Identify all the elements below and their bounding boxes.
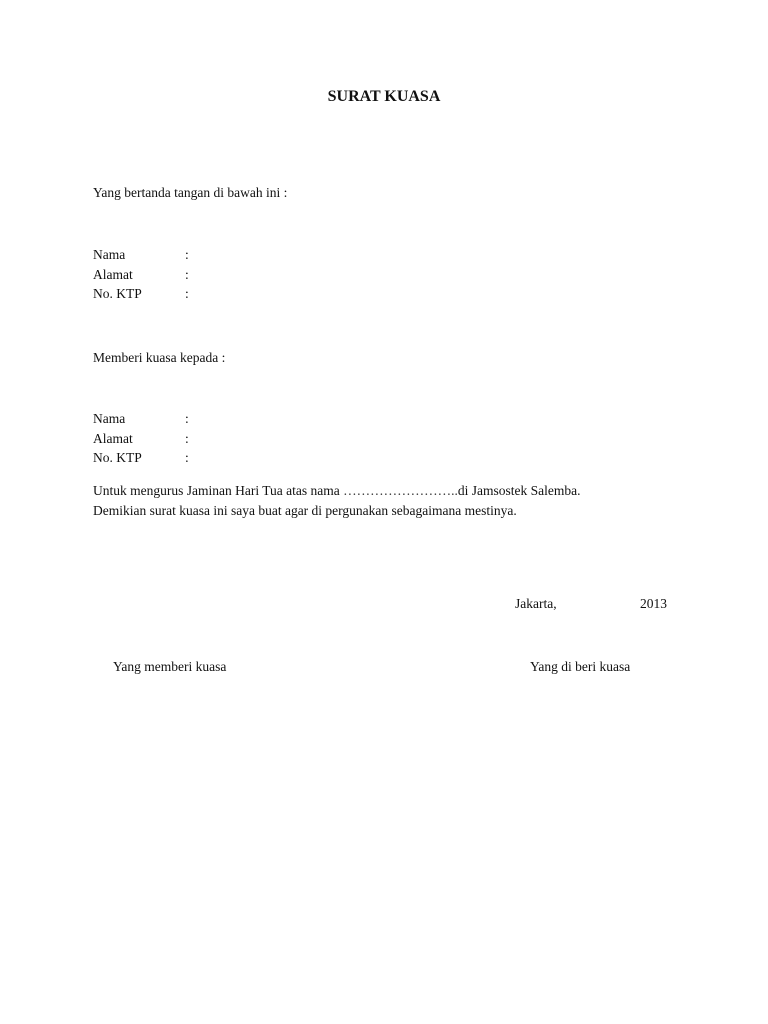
field-colon: : (185, 411, 189, 426)
purpose-text-end: di Jamsostek Salemba. (457, 483, 581, 498)
blank-name-dots: …………………….. (343, 483, 458, 498)
signer-left-label: Yang memberi kuasa (113, 659, 227, 674)
intro-text: Yang bertanda tangan di bawah ini : (93, 185, 288, 200)
field-colon: : (185, 247, 189, 262)
field-colon: : (185, 430, 189, 446)
signer-right-label: Yang di beri kuasa (530, 659, 631, 674)
field-colon: : (185, 266, 189, 282)
field-colon: : (185, 450, 189, 465)
field-label: Alamat (93, 430, 133, 446)
field-label: Nama (93, 247, 126, 262)
grant-statement: Memberi kuasa kepada : (93, 350, 226, 365)
closing-line: Demikian surat kuasa ini saya buat agar di pergunakan sebagaimana mestinya. (93, 503, 517, 518)
year-text: 2013 (640, 596, 667, 611)
place-text: Jakarta, (515, 596, 557, 611)
field-label: No. KTP (93, 450, 142, 465)
document-title: SURAT KUASA (327, 88, 441, 105)
purpose-paragraph (93, 481, 580, 521)
field-label: Nama (93, 411, 126, 426)
purpose-text-start: Untuk mengurus Jaminan Hari Tua atas nama (93, 483, 344, 498)
field-colon: : (185, 286, 189, 301)
field-label: No. KTP (93, 286, 142, 301)
field-label: Alamat (93, 266, 133, 282)
purpose-line (93, 481, 580, 501)
